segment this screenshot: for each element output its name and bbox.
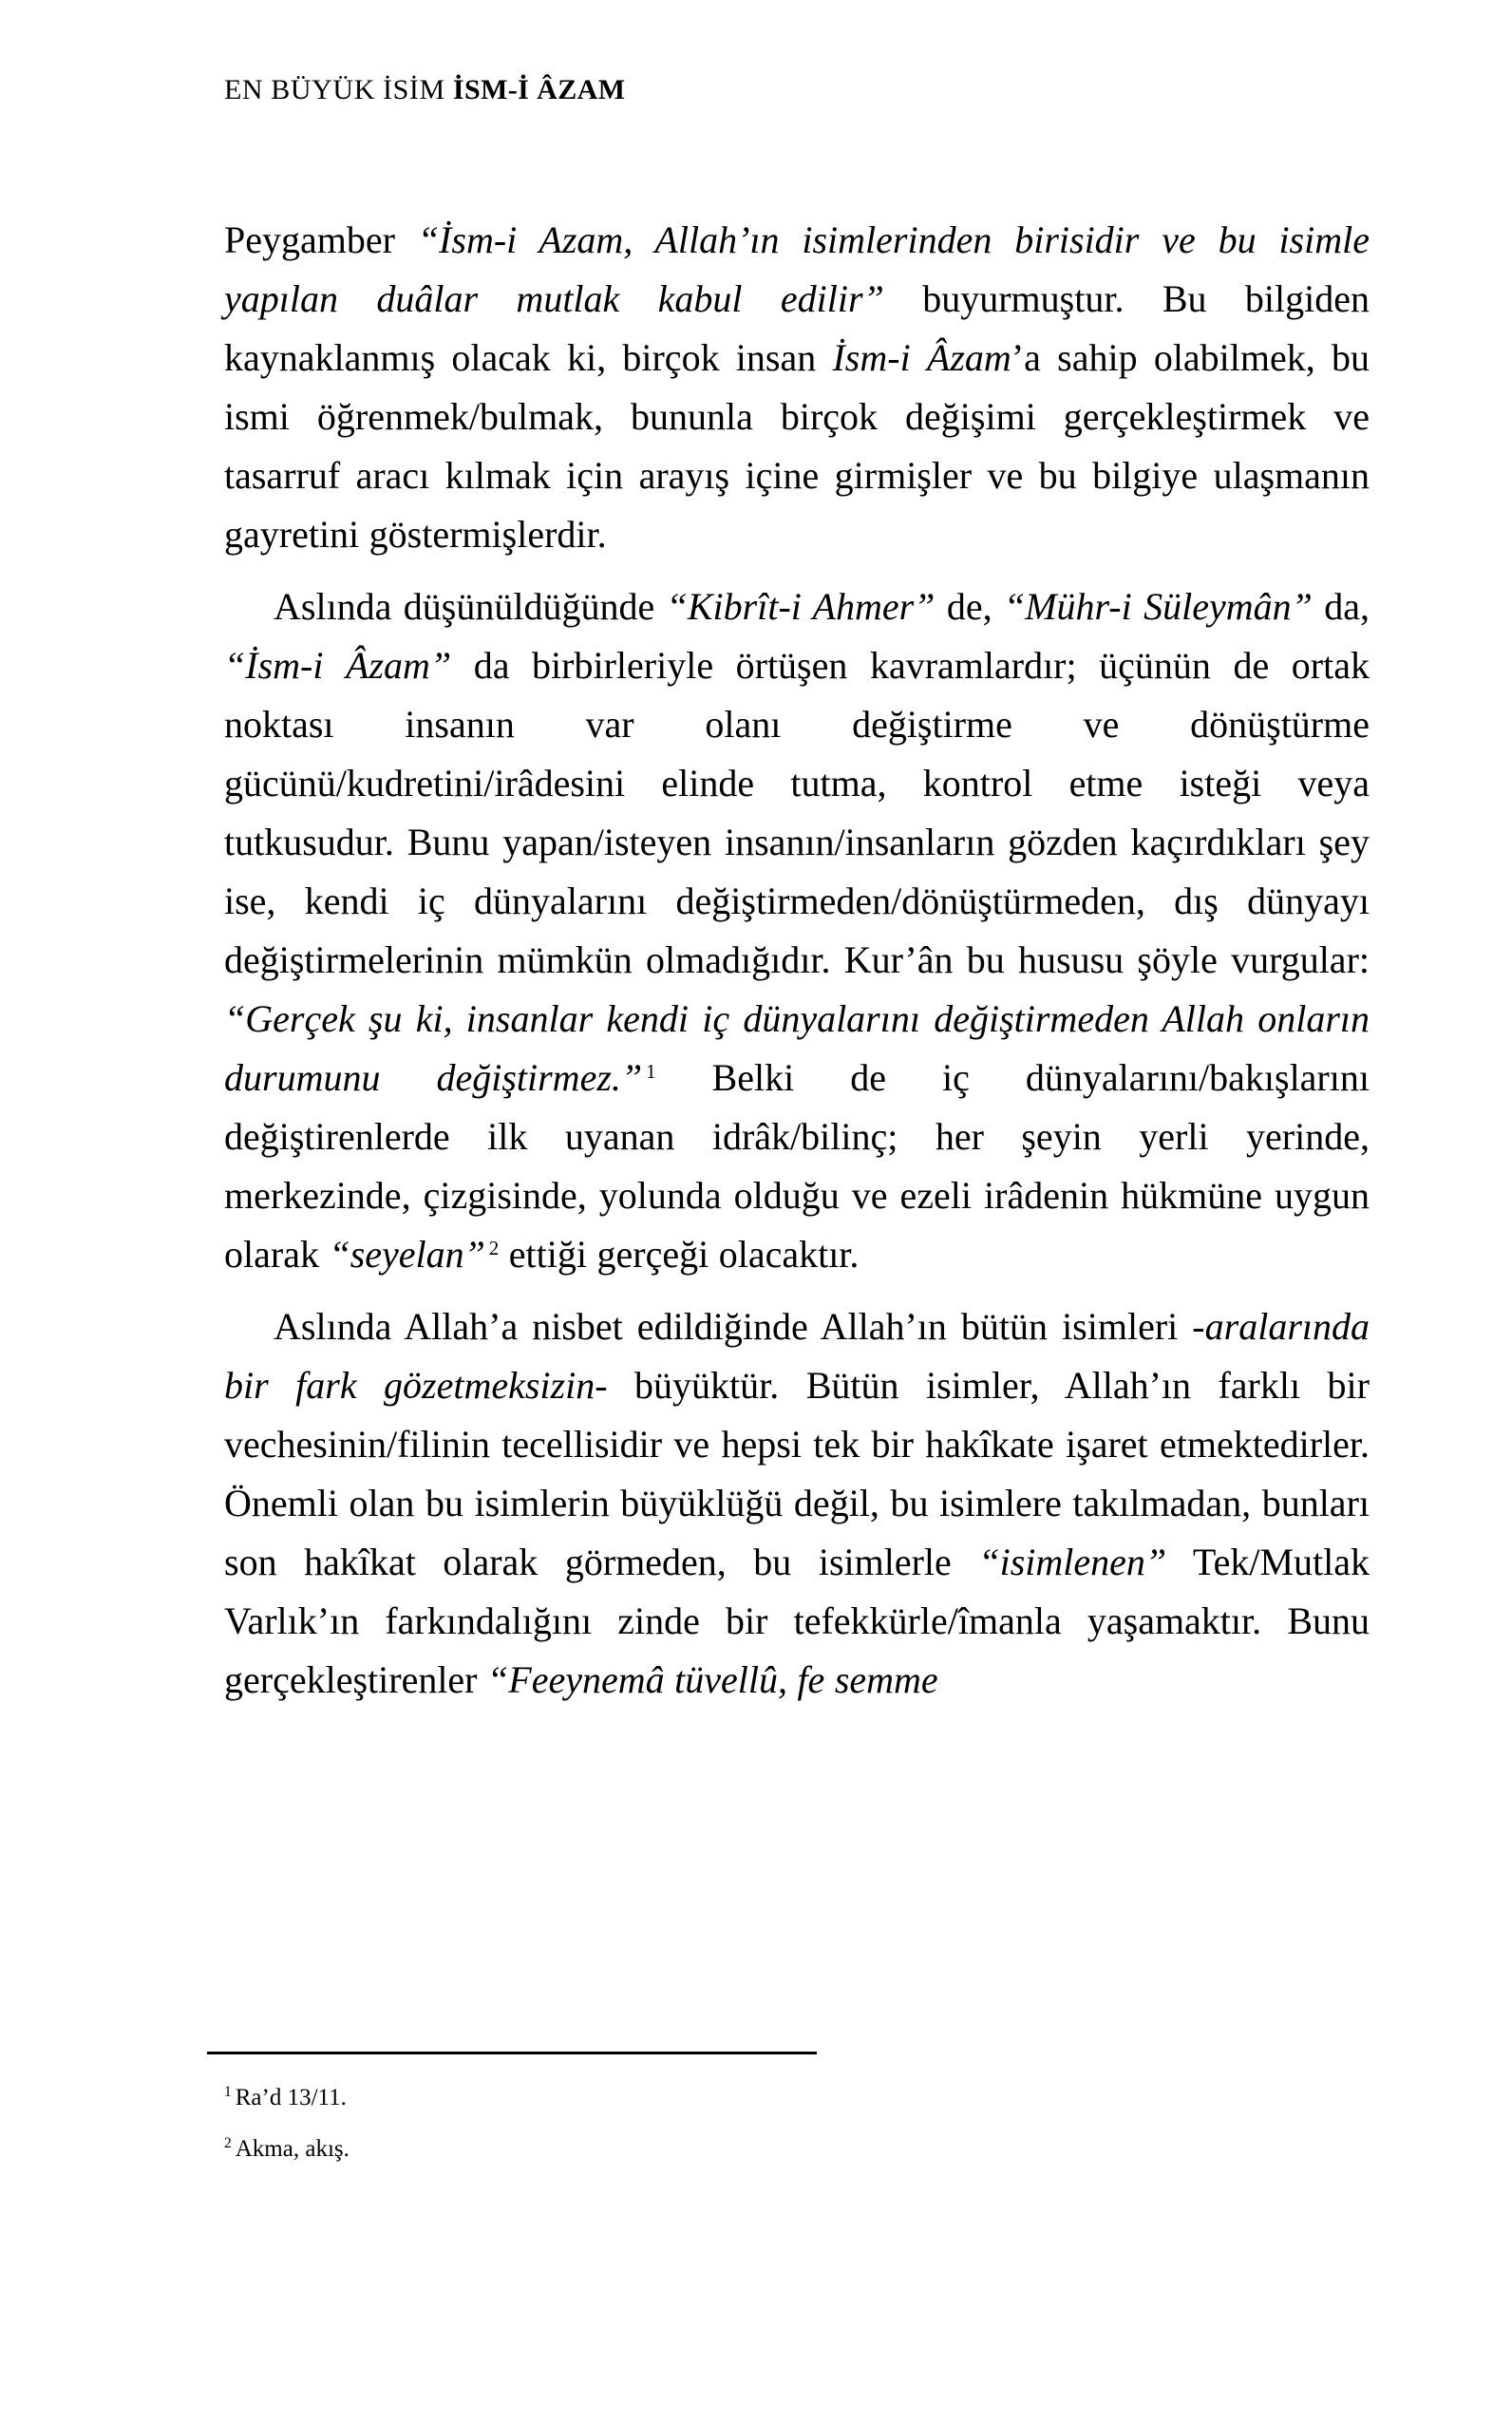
p2-seg-13: ettiği gerçeği olacaktır. (499, 1233, 860, 1276)
paragraph-1 (224, 211, 1370, 564)
body-text-block (224, 211, 1370, 1710)
p3-italic-aralarinda-bir-fark: aralarında bir fark gözetmeksizin- (224, 1305, 1370, 1407)
p2-seg-5: da, (1312, 585, 1370, 628)
p2-italic-seyelan: “seyelan” (329, 1233, 485, 1276)
footnote-item (224, 2130, 1375, 2168)
p2-seg-3: de, (935, 585, 1004, 628)
p2-italic-kibrit-i-ahmer: “Kibrît-i Ahmer” (666, 585, 936, 628)
running-header (224, 74, 1373, 105)
footnote-text: Ra’d 13/11. (235, 2085, 347, 2110)
paragraph-2 (224, 577, 1370, 1284)
footnote-marker: 1 (224, 2084, 232, 2101)
running-header-bold: İSM-İ ÂZAM (452, 74, 626, 105)
p3-seg-3: büyüktür. Bütün isimler, Allah’ın farklı bir vechesinin/filinin tecellisidir ve hepsi tek bir hakîkate işaret etmektedirler. Önemli olan bu isimlerin büyüklüğü değil, bu isimlere takılmadan, bunları son hakîkat olarak görmeden, bu isimlerle (224, 1364, 1370, 1583)
p1-seg-1: Peygamber (224, 218, 418, 261)
p2-seg-10: Belki de iç dünyalarını/bakışlarını değiştirenlerde ilk uyanan idrâk/bilinç; her şeyin yerli yerinde, merkezinde, çizgisinde, yolunda olduğu ve ezeli irâdenin hükmüne uygun olarak (224, 1056, 1370, 1276)
footnote-list (207, 2079, 1375, 2168)
p2-italic-muhr-i-suleyman: “Mühr-i Süleymân” (1003, 585, 1313, 628)
footnote-area (207, 2052, 1375, 2182)
p1-seg-5: ’a sahip olabilmek, bu ismi öğrenmek/bulmak, bununla birçok değişimi gerçekleştirmek ve tasarruf aracı kılmak için arayış içine girmişler ve bu bilgiye ulaşmanın gayretini göstermişlerdir. (224, 336, 1370, 556)
p1-seg-3: buyurmuştur. Bu bilgiden kaynaklanmış olacak ki, birçok insan (224, 277, 1370, 379)
p2-italic-ism-i-azam: “İsm-i Âzam” (224, 644, 452, 687)
running-header-plain: EN BÜYÜK İSİM (224, 74, 445, 105)
footnote-text: Akma, akış. (235, 2136, 350, 2162)
footnote-separator-rule (207, 2052, 817, 2054)
p3-italic-feeynema: “Feeynemâ tüvellû, fe semme (487, 1658, 938, 1701)
footnote-item (224, 2079, 1375, 2117)
p2-seg-1: Aslında düşünüldüğünde (274, 585, 667, 628)
p3-italic-isimlenen: “isimlenen” (978, 1541, 1167, 1583)
p2-quran-quote: “Gerçek şu ki, insanlar kendi iç dünyalarını değiştirmeden Allah onların durumunu değiştirmez.” (224, 997, 1370, 1099)
p1-italic-ism-i-azam: İsm-i Âzam (832, 336, 1011, 379)
p1-quote-ism-i-azam: “İsm-i Azam, Allah’ın isimlerinden birisidir ve bu isimle yapılan duâlar mutlak kabul edilir” (224, 218, 1370, 320)
p2-seg-7: da birbirleriyle örtüşen kavramlardır; üçünün de ortak noktası insanın var olanı değiştirme ve dönüştürme gücünü/kudretini/irâdesini elinde tutma, kontrol etme isteği veya tutkusudur. Bunu yapan/isteyen insanın/insanların gözden kaçırdıkları şey ise, kendi iç dünyalarını değiştirmeden/dönüştürmeden, dış dünyayı değiştirmelerinin mümkün olmadığıdır. Kur’ân bu hususu şöyle vurgular: (224, 644, 1370, 981)
p3-seg-5: Tek/Mutlak Varlık’ın farkındalığını zinde bir tefekkürle/îmanla yaşamaktır. Bunu gerçekleştirenler (224, 1541, 1370, 1701)
paragraph-3 (224, 1297, 1370, 1710)
p3-seg-1: Aslında Allah’a nisbet edildiğinde Allah’ın bütün isimleri - (274, 1305, 1205, 1348)
footnote-ref-1[interactable]: 1 (646, 1061, 656, 1084)
footnote-marker: 2 (224, 2135, 232, 2152)
footnote-ref-2[interactable]: 2 (488, 1238, 500, 1260)
